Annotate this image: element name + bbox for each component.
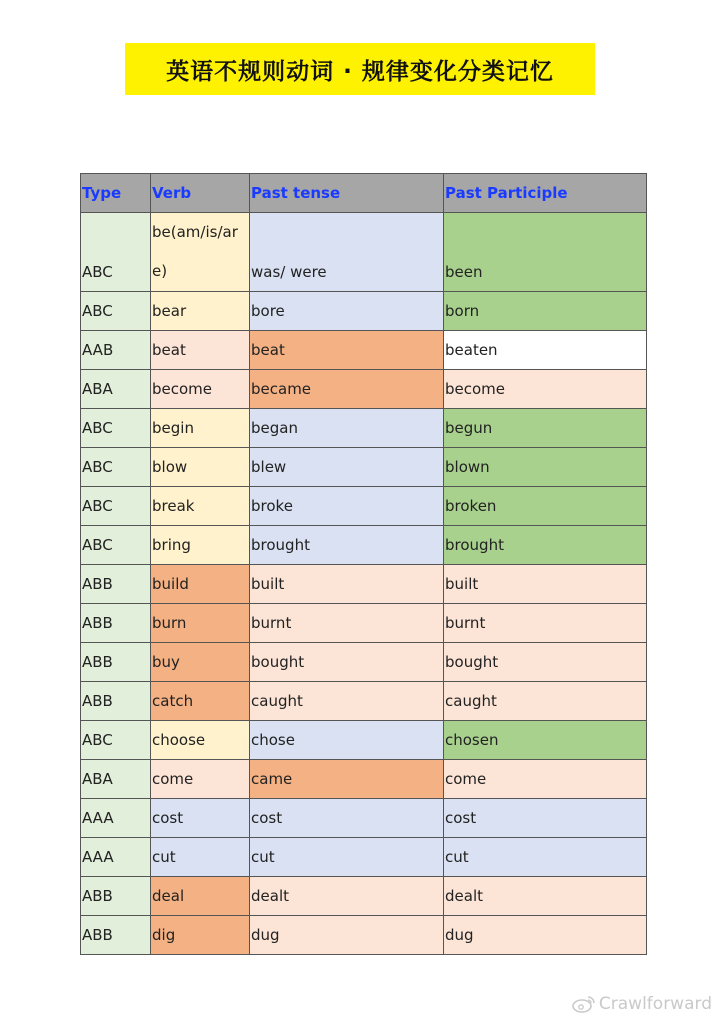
cell-verb: catch — [151, 682, 250, 721]
table-row — [81, 838, 647, 877]
cell-verb: cost — [151, 799, 250, 838]
cell-past-participle: become — [444, 370, 647, 409]
cell-past-tense: broke — [250, 487, 444, 526]
cell-past-participle: bought — [444, 643, 647, 682]
cell-type: ABC — [81, 213, 151, 292]
cell-verb: become — [151, 370, 250, 409]
watermark — [572, 994, 712, 1014]
table-row — [81, 916, 647, 955]
cell-past-tense: caught — [250, 682, 444, 721]
cell-past-participle: dug — [444, 916, 647, 955]
table-row — [81, 213, 647, 292]
cell-past-participle: dealt — [444, 877, 647, 916]
table-row — [81, 292, 647, 331]
header-past-participle: Past Participle — [444, 174, 647, 213]
cell-past-participle: cut — [444, 838, 647, 877]
cell-past-tense: bought — [250, 643, 444, 682]
cell-type: ABC — [81, 448, 151, 487]
cell-type: ABB — [81, 916, 151, 955]
cell-past-tense: cut — [250, 838, 444, 877]
cell-past-participle: chosen — [444, 721, 647, 760]
cell-verb: break — [151, 487, 250, 526]
cell-past-participle: been — [444, 213, 647, 292]
cell-past-participle: cost — [444, 799, 647, 838]
page-title: 英语不规则动词 · 规律变化分类记忆 — [166, 58, 554, 85]
cell-type: ABA — [81, 760, 151, 799]
cell-past-tense: was/ were — [250, 213, 444, 292]
cell-past-participle: brought — [444, 526, 647, 565]
table-row — [81, 877, 647, 916]
cell-past-participle: built — [444, 565, 647, 604]
cell-past-tense: chose — [250, 721, 444, 760]
irregular-verbs-table — [80, 173, 647, 955]
cell-past-participle: born — [444, 292, 647, 331]
header-type: Type — [81, 174, 151, 213]
cell-verb: bear — [151, 292, 250, 331]
table-row — [81, 799, 647, 838]
cell-verb: beat — [151, 331, 250, 370]
cell-type: ABC — [81, 292, 151, 331]
cell-verb: burn — [151, 604, 250, 643]
table-row — [81, 409, 647, 448]
cell-verb: bring — [151, 526, 250, 565]
table-row — [81, 721, 647, 760]
cell-past-participle: begun — [444, 409, 647, 448]
cell-type: ABB — [81, 604, 151, 643]
cell-verb: come — [151, 760, 250, 799]
cell-past-tense: built — [250, 565, 444, 604]
cell-type: ABA — [81, 370, 151, 409]
cell-verb: cut — [151, 838, 250, 877]
cell-past-tense: began — [250, 409, 444, 448]
table-row — [81, 526, 647, 565]
watermark-text: Crawlforward — [598, 994, 712, 1014]
table-row — [81, 370, 647, 409]
cell-type: ABB — [81, 877, 151, 916]
cell-past-participle: blown — [444, 448, 647, 487]
cell-verb: deal — [151, 877, 250, 916]
cell-type: ABB — [81, 565, 151, 604]
cell-past-participle: broken — [444, 487, 647, 526]
title-banner — [125, 43, 595, 95]
cell-verb: build — [151, 565, 250, 604]
cell-type: ABC — [81, 526, 151, 565]
cell-past-tense: beat — [250, 331, 444, 370]
cell-type: ABB — [81, 643, 151, 682]
header-past-tense: Past tense — [250, 174, 444, 213]
table-row — [81, 643, 647, 682]
cell-past-tense: blew — [250, 448, 444, 487]
cell-past-participle: caught — [444, 682, 647, 721]
table-row — [81, 682, 647, 721]
cell-past-tense: bore — [250, 292, 444, 331]
cell-verb: dig — [151, 916, 250, 955]
cell-verb: begin — [151, 409, 250, 448]
table-header-row — [81, 174, 647, 213]
cell-type: AAB — [81, 331, 151, 370]
cell-past-tense: became — [250, 370, 444, 409]
table-body — [81, 213, 647, 955]
cell-past-tense: cost — [250, 799, 444, 838]
cell-type: ABC — [81, 409, 151, 448]
cell-type: AAA — [81, 799, 151, 838]
cell-past-tense: dug — [250, 916, 444, 955]
cell-type: ABC — [81, 721, 151, 760]
cell-verb: blow — [151, 448, 250, 487]
table-row — [81, 565, 647, 604]
cell-verb: buy — [151, 643, 250, 682]
table-row — [81, 604, 647, 643]
cell-past-participle: come — [444, 760, 647, 799]
cell-past-tense: brought — [250, 526, 444, 565]
table-row — [81, 331, 647, 370]
cell-verb: be(am/is/are) — [151, 213, 250, 292]
table-row — [81, 487, 647, 526]
cell-past-tense: dealt — [250, 877, 444, 916]
table-row — [81, 448, 647, 487]
weibo-icon — [572, 995, 596, 1013]
table-row — [81, 760, 647, 799]
header-verb: Verb — [151, 174, 250, 213]
cell-type: ABC — [81, 487, 151, 526]
cell-past-participle: beaten — [444, 331, 647, 370]
cell-type: AAA — [81, 838, 151, 877]
cell-past-tense: came — [250, 760, 444, 799]
cell-verb: choose — [151, 721, 250, 760]
cell-past-tense: burnt — [250, 604, 444, 643]
cell-type: ABB — [81, 682, 151, 721]
cell-past-participle: burnt — [444, 604, 647, 643]
